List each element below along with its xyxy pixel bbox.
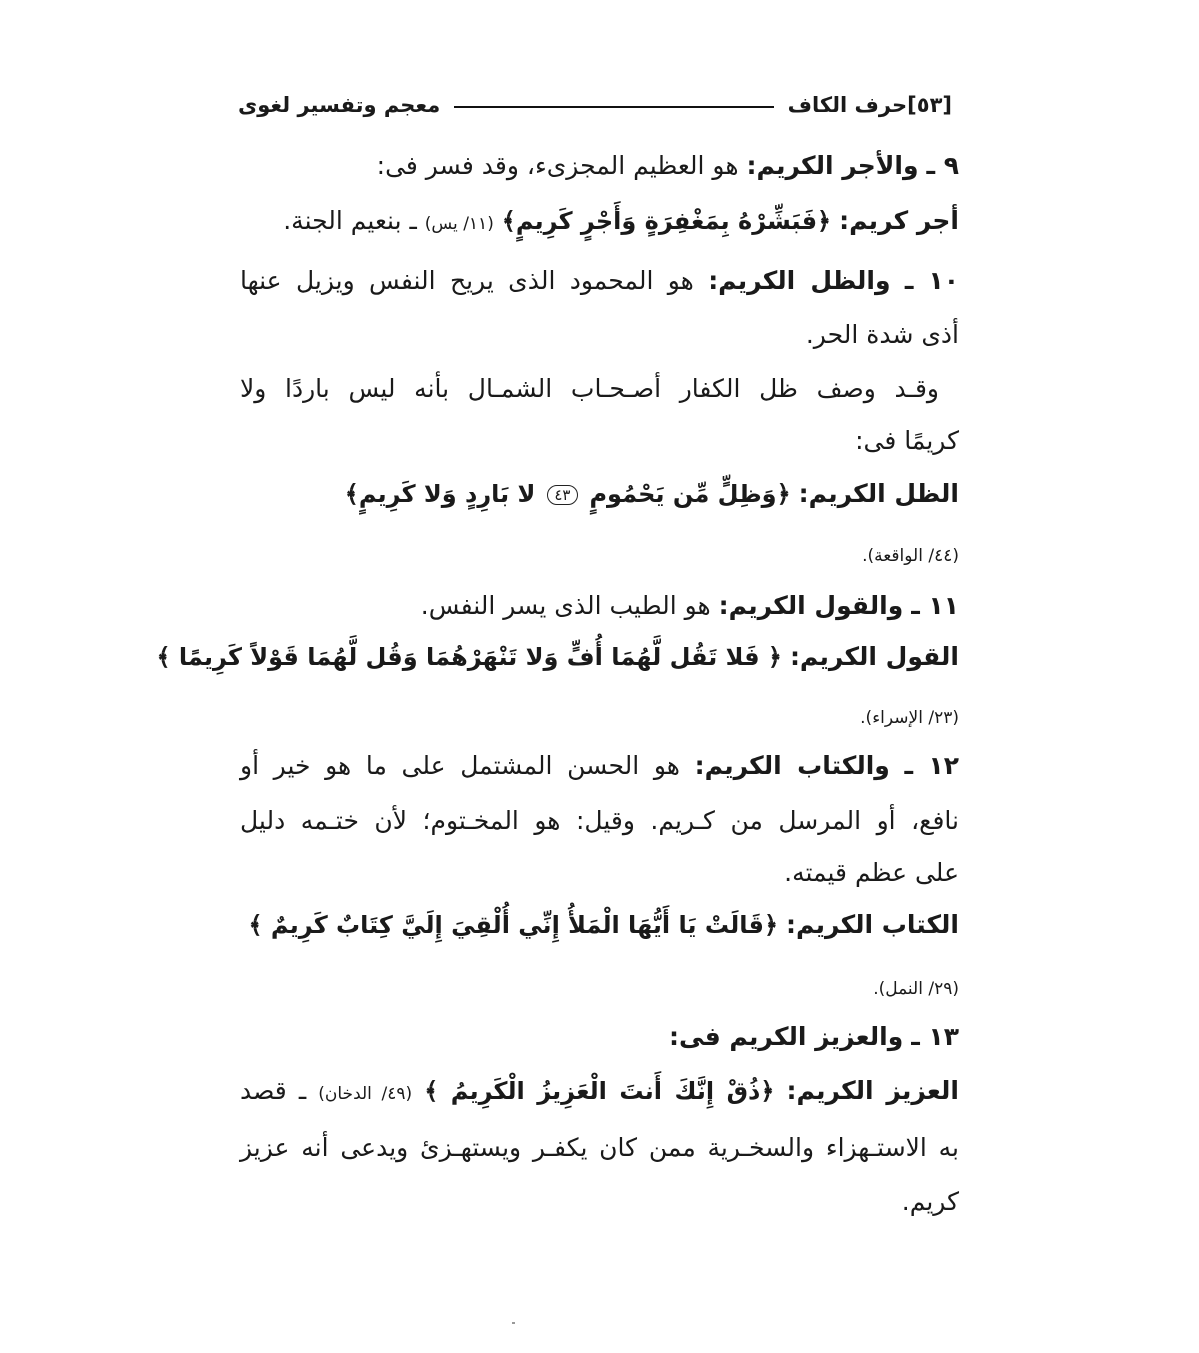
entry-10-text: هو المحمود الذى يريح النفس ويزيل عنها [240,266,694,295]
entry-10-definition-cont [806,315,959,355]
entry-10-reference: (٤٤/ الواقعة). [862,546,959,566]
entry-10-example-label: الظل الكريم: [798,479,959,508]
scan-speck [512,1322,515,1324]
entry-10-text-cont: أذى شدة الحر. [805,320,959,349]
entry-12-definition-end [784,853,959,893]
header-section: حرف الكاف [787,93,908,117]
entry-13-term: والعزيز الكريم فى: [669,1022,904,1051]
entry-10-number: ١٠ ـ [904,266,960,295]
entry-10-note [240,369,939,409]
entry-9-example [283,201,959,241]
entry-12-term: والكتاب الكريم: [694,751,890,780]
entry-11-ayah: ﴿ فَلا تَقُل لَّهُمَا أُفٍّ وَلا تَنْهَرْهُمَا وَقُل لَّهُمَا قَوْلاً كَرِيمًا ﴾ [156,643,782,671]
entry-9-reference: (١١/ يس) [424,214,494,234]
entry-12-definition [240,746,959,786]
entry-10-reference-line [862,536,959,576]
entry-9-tail: ـ بنعيم الجنة. [283,206,417,235]
entry-12-definition-cont [240,801,959,841]
entry-13-number: ١٣ ـ [911,1022,959,1051]
entry-13-reference: (٤٩/ الدخان) [318,1084,413,1104]
verse-number-mark: ٤٣ [547,485,577,505]
entry-13-example-label: العزيز الكريم: [786,1076,959,1105]
entry-11-text: هو الطيب الذى يسر النفس. [420,591,711,620]
entry-12-reference-line [873,969,959,1009]
header-title: معجم وتفسير لغوى [238,93,441,117]
entry-11-reference-line [860,698,959,738]
header-page-number: [٥٣] [907,93,952,117]
entry-13-definition [669,1017,959,1057]
entry-13-note-cont [902,1182,959,1222]
entry-13-note-text: به الاستـهزاء والسخـرية ممن كان يكفـر ويستهـزئ ويدعى أنه عزيز [240,1133,959,1162]
entry-13-note-text-cont: كريم. [901,1187,959,1216]
entry-10-ayah-a: ﴿وَظِلٍّ مِّن يَحْمُومٍ [589,480,791,508]
entry-12-text: هو الحسن المشتمل على ما هو خير أو [240,751,680,780]
running-header [238,88,960,122]
entry-9-definition [377,146,959,186]
entry-12-example [249,905,959,945]
entry-9-text: هو العظيم المجزىء، وقد فسر فى: [376,151,739,180]
entry-13-tail: ـ قصد [240,1076,307,1105]
entry-12-example-label: الكتاب الكريم: [786,910,959,939]
entry-10-note-text-cont: كريمًا فى: [855,426,959,455]
entry-10-note-cont [855,421,959,461]
entry-12-text-end: على عظم قيمته. [784,858,959,887]
entry-10-note-text: وقـد وصف ظل الكفار أصـحـاب الشمـال بأنه ليس باردًا ولا [240,374,939,403]
entry-11-definition [421,586,959,626]
entry-11-reference: (٢٣/ الإسراء). [860,708,959,728]
entry-9-term: والأجر الكريم: [746,151,919,180]
entry-11-number: ١١ ـ [911,591,959,620]
entry-13-example [240,1071,959,1111]
entry-9-example-label: أجر كريم: [839,206,959,235]
entry-13-ayah: ﴿ذُقْ إِنَّكَ أَنتَ الْعَزِيزُ الْكَرِيمُ ﴾ [424,1077,775,1105]
entry-10-ayah-b: لا بَارِدٍ وَلا كَرِيمٍ﴾ [344,480,536,508]
entry-13-note [240,1128,959,1168]
entry-12-number: ١٢ ـ [904,751,959,780]
entry-10-example [345,474,959,514]
entry-10-definition [240,261,959,301]
entry-9-number: ٩ ـ [926,151,959,180]
entry-11-example-label: القول الكريم: [789,642,959,671]
entry-12-reference: (٢٩/ النمل). [873,979,959,999]
entry-9-ayah: ﴿فَبَشِّرْهُ بِمَغْفِرَةٍ وَأَجْرٍ كَرِيمٍ﴾ [501,207,832,235]
entry-11-example [156,637,959,677]
entry-12-ayah: ﴿قَالَتْ يَا أَيُّهَا الْمَلأُ إِنِّي أُلْقِيَ إِلَيَّ كِتَابٌ كَرِيمٌ ﴾ [248,911,779,939]
entry-12-text-cont: نافع، أو المرسل من كـريم. وقيل: هو المخـتوم؛ لأن ختـمه دليل [240,806,959,835]
header-rule [454,106,773,108]
entry-11-term: والقول الكريم: [718,591,904,620]
entry-10-term: والظل الكريم: [708,266,891,295]
